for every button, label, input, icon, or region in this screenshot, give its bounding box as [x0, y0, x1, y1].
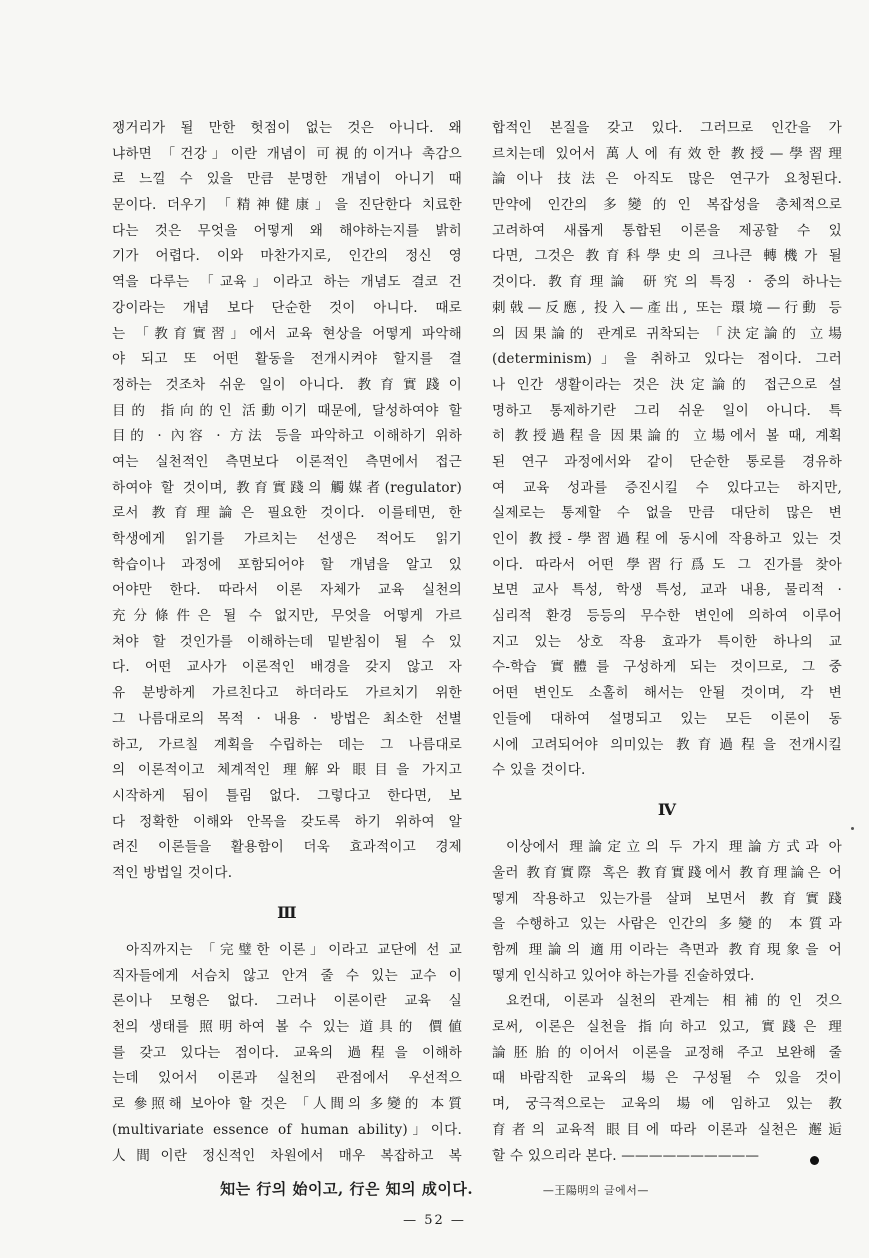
text-line: 기가 어렵다. 이와 마찬가지로, 인간의 정신 영	[112, 248, 462, 265]
text-line: 育者의 교육적 眼目에 따라 이론과 실천은 邂逅	[492, 1121, 842, 1138]
text-line: 냐하면 「건강」이란 개념이 可視的이거나 촉감으	[112, 145, 462, 162]
text-line: 人間이란 정신적인 차원에서 매우 복잡하고 복	[112, 1147, 462, 1164]
text-line: 요컨대, 이론과 실천의 관계는 相補的인 것으	[506, 993, 842, 1010]
text-line: 로 參照해 보아야 할 것은 「人間의 多變的 本質	[112, 1096, 462, 1113]
left-column	[112, 116, 462, 1169]
text-line: 수-학습 實體를 구성하게 되는 것이므로, 그 중	[492, 659, 842, 676]
section-4-paragraph-1	[492, 835, 842, 989]
text-line: 히 教授過程을 因果論的 立場에서 볼 때, 계획	[492, 428, 842, 445]
text-line: 나 인간 생활이라는 것은 決定論的 접근으로 설	[492, 376, 842, 393]
quote-source: —王陽明의 글에서—	[542, 1184, 649, 1197]
section-heading-4: Ⅳ	[657, 799, 677, 819]
right-body-text	[492, 116, 842, 784]
text-line: 학습이나 과정에 포함되어야 할 개념을 알고 있	[112, 556, 462, 573]
text-line: 시에 고려되어야 의미있는 教育過程을 전개시킬	[492, 736, 842, 753]
text-line: 학생에게 읽기를 가르치는 선생은 적어도 읽기	[112, 531, 462, 547]
text-line: 論이나 技法은 아직도 많은 연구가 요청된다.	[492, 171, 842, 188]
text-line: (determinism)」을 취하고 있다는 점이다. 그러	[492, 351, 842, 368]
text-line: 다 정확한 이해와 안목을 갖도록 하기 위하여 알	[112, 813, 462, 830]
text-line: 로 느낄 수 있을 만큼 분명한 개념이 아니기 때	[112, 171, 462, 188]
text-line: 이다. 따라서 어떤 學習行爲도 그 진가를 찾아	[492, 556, 842, 573]
section-heading-3: Ⅲ	[277, 902, 297, 922]
text-line: 보면 교사 특성, 학생 특성, 교과 내용, 물리적 ·	[492, 582, 842, 599]
quote-text: 知는 行의 始이고, 行은 知의 成이다.	[220, 1180, 474, 1198]
text-line: 명하고 통제하기란 그리 쉬운 일이 아니다. 특	[492, 402, 842, 419]
footer-quote	[0, 1178, 869, 1199]
text-line: 천의 생태를 照明하여 볼 수 있는 道具的 價値	[112, 1019, 462, 1036]
text-line: 문이다. 더우기 「精神健康」을 진단한다 치료한	[112, 197, 462, 214]
text-line: 이상에서 理論定立의 두 가지 理論方式과 아	[506, 839, 842, 856]
text-line: 그 나름대로의 목적 · 내용 · 방법은 최소한 선별	[112, 710, 462, 727]
text-line: 로써, 이론은 실천을 指向하고 있고, 實踐은 理	[492, 1019, 842, 1036]
text-line: 을 수행하고 있는 사람은 인간의 多變的 本質과	[492, 916, 842, 933]
text-line: 함께 理論의 適用이라는 측면과 教育現象을 어	[492, 942, 842, 959]
text-line: 刺戟—反應, 投入—產出, 또는 環境—行動 등	[492, 299, 842, 316]
text-line: 론이나 모형은 없다. 그러나 이론이란 교육 실	[112, 993, 462, 1010]
text-line: 의 因果論的 관계로 귀착되는 「決定論的 立場	[492, 325, 842, 342]
text-line: 유 분방하게 가르친다고 하더라도 가르치기 위한	[112, 685, 462, 702]
text-line: 는데 있어서 이론과 실천의 관점에서 우선적으	[112, 1070, 462, 1087]
text-line: 를 갖고 있다는 점이다. 교육의 過程을 이해하	[112, 1044, 462, 1061]
text-line: 역을 다루는 「교육」이라고 하는 개념도 결코 건	[112, 274, 462, 291]
text-line: 어야만 한다. 따라서 이론 자체가 교육 실천의	[112, 582, 462, 599]
section-4-paragraph-2	[492, 989, 842, 1169]
text-line: 르치는데 있어서 萬人에 有效한 教授—學習理	[492, 145, 842, 162]
text-line: 직자들에게 서슴치 않고 안겨 줄 수 있는 교수 이	[112, 967, 462, 984]
text-line: 아직까지는 「完璧한 이론」이라고 교단에 선 교	[126, 942, 462, 959]
text-line: 지고 있는 상호 작용 효과가 특이한 하나의 교	[492, 633, 842, 650]
text-line: 目的 · 內容 · 方法 등을 파악하고 이해하기 위하	[112, 428, 462, 445]
text-line: 심리적 환경 등등의 무수한 변인에 의하여 이루어	[492, 608, 842, 625]
text-line: 여 교육 성과를 증진시킬 수 있다고는 하지만,	[492, 479, 842, 496]
text-line: 쟁거리가 될 만한 헛점이 없는 것은 아니다. 왜	[112, 120, 462, 136]
text-line: 인들에 대하여 설명되고 있는 모든 이론이 동	[492, 710, 842, 727]
text-line: 의 이론적이고 체계적인 理解와 眼目을 가지고	[112, 762, 462, 779]
text-line: 수 있을 것이다.	[492, 762, 586, 779]
text-line: 합적인 본질을 갖고 있다. 그러므로 인간을 가	[492, 120, 842, 136]
text-line: 것이다. 教育理論 研究의 특징 · 중의 하나는	[492, 274, 842, 291]
text-line: 다는 것은 무엇을 어떻게 왜 해야하는지를 밝히	[112, 222, 462, 239]
text-line: 할 수 있으리라 본다. ——————————	[492, 1147, 760, 1164]
text-line: 로서 教育理論은 필요한 것이다. 이를테면, 한	[112, 505, 462, 522]
text-line: 강이라는 개념 보다 단순한 것이 아니다. 때로	[112, 299, 462, 316]
text-line: 떻게 인식하고 있어야 하는가를 진술하였다.	[492, 967, 755, 984]
text-line: 떻게 작용하고 있는가를 살펴 보면서 教育實踐	[492, 890, 842, 907]
text-line: 된 연구 과정에서와 같이 단순한 통로를 경유하	[492, 453, 842, 470]
text-line: 때 바람직한 교육의 場은 구성될 수 있을 것이	[492, 1070, 842, 1087]
text-line: 目的 指向的인 活動이기 때문에, 달성하여야 할	[112, 402, 462, 419]
text-line: 야 되고 또 어떤 활동을 전개시켜야 할지를 결	[112, 351, 462, 368]
text-line: 는 「教育實習」에서 교육 현상을 어떻게 파악해	[112, 325, 462, 342]
text-line: 울러 教育實際 혹은 教育實踐에서 教育理論은 어	[492, 864, 842, 881]
text-line: 어떤 변인도 소홀히 해서는 안될 것이며, 각 변	[492, 685, 842, 702]
text-line: 論胚胎的이어서 이론을 교정해 주고 보완해 줄	[492, 1044, 842, 1061]
text-line: 시작하게 됨이 틀림 없다. 그렇다고 한다면, 보	[112, 787, 462, 804]
right-column	[492, 116, 842, 1169]
text-line: 인이 教授-學習過程에 동시에 작용하고 있는 것	[492, 531, 842, 547]
text-line: 적인 방법일 것이다.	[112, 864, 233, 881]
text-line: 여는 실천적인 측면보다 이론적인 측면에서 접근	[112, 453, 462, 470]
text-line: 실제로는 통제할 수 없을 만큼 대단히 많은 변	[492, 505, 842, 522]
text-line: 려진 이론들을 활용함이 더욱 효과적이고 경제	[112, 839, 462, 856]
text-line: 고려하여 새롭게 통합된 이론을 제공할 수 있	[492, 222, 842, 239]
text-line: 정하는 것조차 쉬운 일이 아니다. 教育實踐이	[112, 376, 462, 393]
page-number: — 52 —	[403, 1213, 466, 1228]
text-line: 다면, 그것은 教育科學史의 크나큰 轉機가 될	[492, 248, 842, 265]
print-speck	[851, 827, 854, 830]
section-3-body-text	[112, 938, 462, 1169]
end-mark-icon	[810, 1156, 819, 1165]
text-line: (multivariate essence of human ability)」이다.	[112, 1121, 462, 1138]
text-line: 쳐야 할 것인가를 이해하는데 밑받침이 될 수 있	[112, 633, 462, 650]
text-line: 하여야 할 것이며, 教育實踐의 觸媒者(regulator)	[112, 479, 462, 496]
text-line: 充分條件은 될 수 없지만, 무엇을 어떻게 가르	[112, 608, 462, 625]
text-line: 며, 궁극적으로는 교육의 場에 임하고 있는 教	[492, 1096, 842, 1113]
text-line: 다. 어떤 교사가 이론적인 배경을 갖지 않고 자	[112, 659, 462, 676]
text-line: 하고, 가르칠 계획을 수립하는 데는 그 나름대로	[112, 736, 462, 753]
left-body-text	[112, 116, 462, 887]
text-line: 만약에 인간의 多變的인 복잡성을 총체적으로	[492, 197, 842, 214]
